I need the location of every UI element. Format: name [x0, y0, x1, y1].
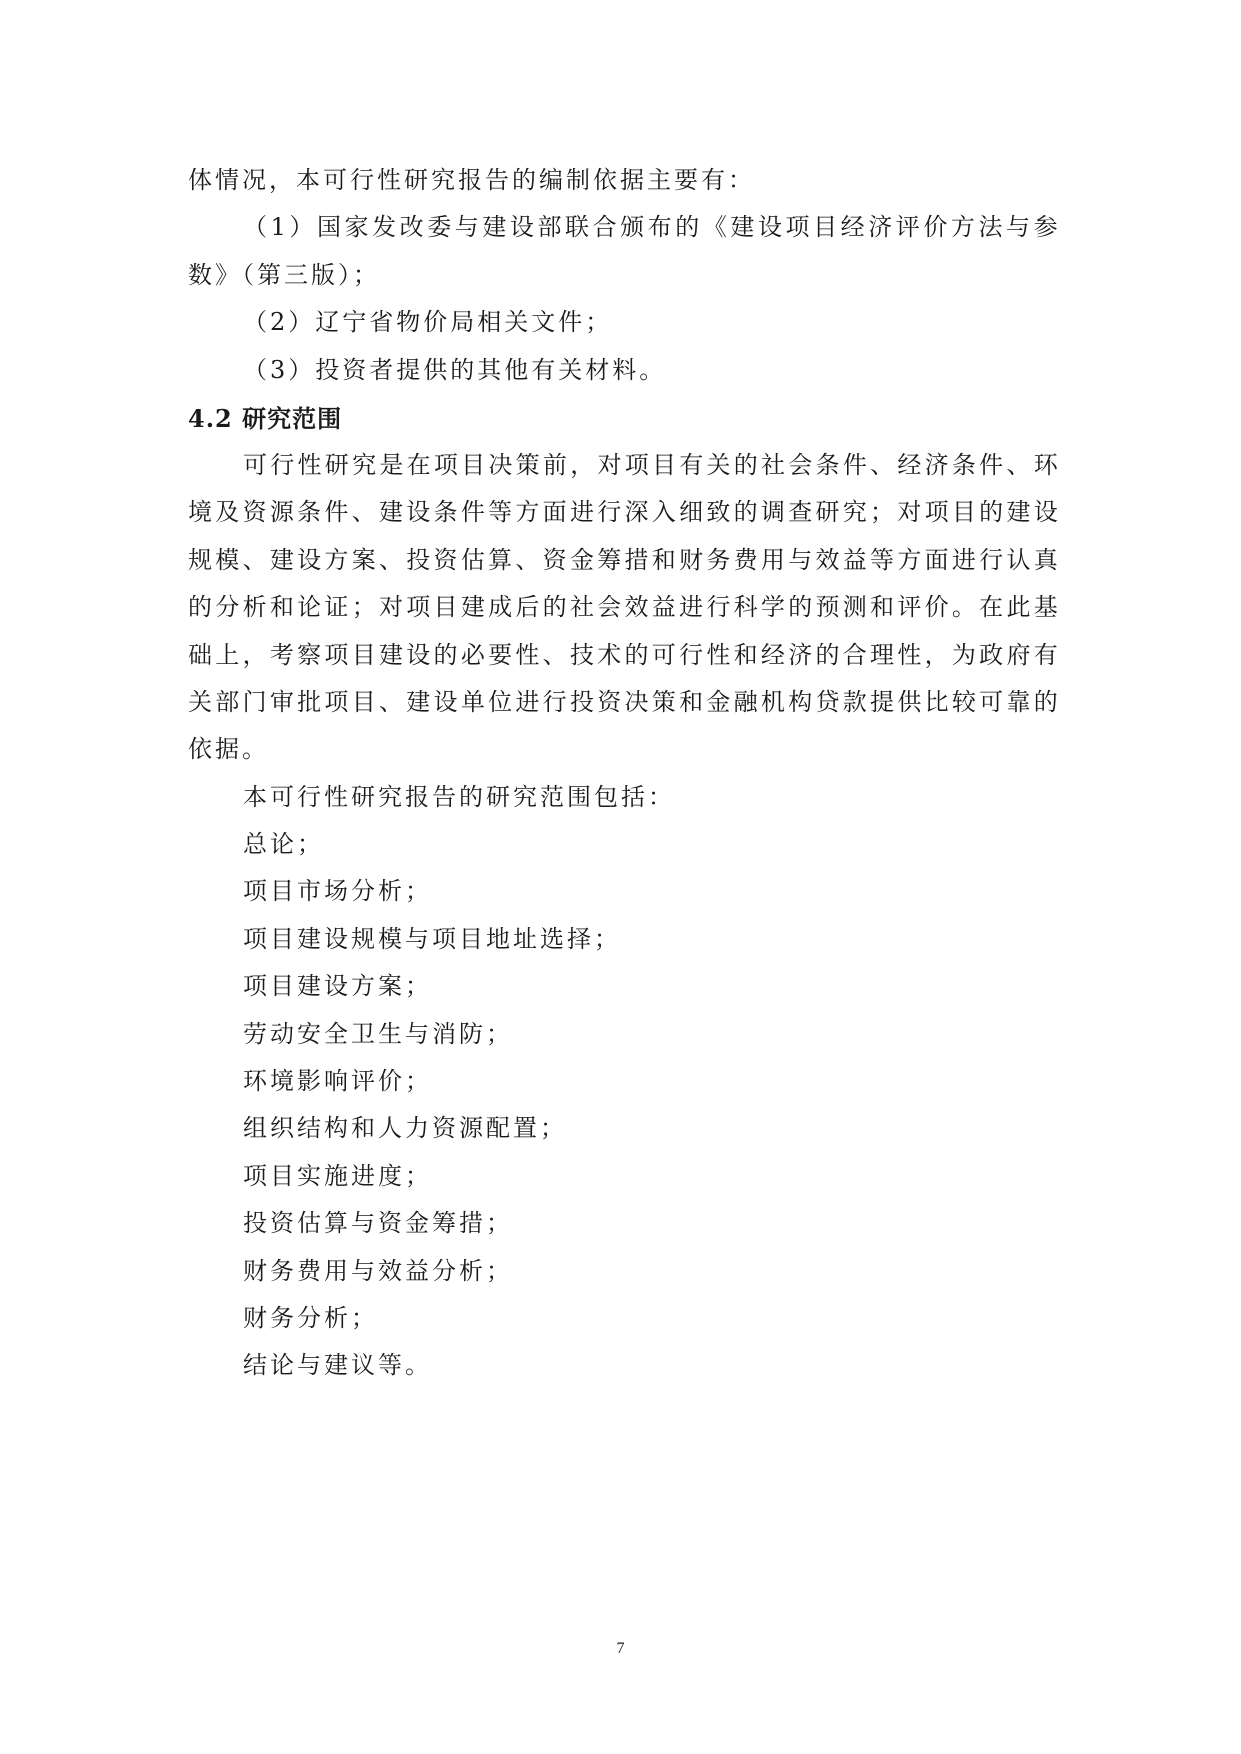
scope-list-item: 组织结构和人力资源配置； [243, 1114, 567, 1143]
scope-list-item: 财务分析； [243, 1303, 378, 1332]
paragraph-line: 境 及 资 源 条 件 、 建 设 条 件 等 方 面 进 行 深 入 细 致 的 调 查 研 究 ； 对 项 目 的 建 设 [188, 498, 1058, 527]
basis-item-3: （3）投资者提供的其他有关材料。 [243, 355, 667, 384]
scope-list-item: 项目实施进度； [243, 1161, 432, 1190]
paragraph-line: 础 上 ， 考 察 项 目 建 设 的 必 要 性 、 技 术 的 可 行 性 和 经 济 的 合 理 性 ， 为 政 府 有 [188, 640, 1058, 669]
basis-item-1-line-1: （ 1 ） 国 家 发 改 委 与 建 设 部 联 合 颁 布 的 《 建 设 项 目 经 济 评 价 方 法 与 参 [243, 213, 1058, 242]
intro-text: 体情况，本可行性研究报告的编制依据主要有： [188, 166, 755, 194]
scope-list-item: 投资估算与资金筹措； [243, 1209, 513, 1238]
scope-list-item: 劳动安全卫生与消防； [243, 1019, 513, 1048]
scope-list-item: 总论； [243, 830, 324, 859]
scope-list-item: 环境影响评价； [243, 1067, 432, 1096]
paragraph-line: 的 分 析 和 论 证 ； 对 项 目 建 成 后 的 社 会 效 益 进 行 科 学 的 预 测 和 评 价 。 在 此 基 [188, 593, 1058, 622]
section-heading: 4.2 研究范围 [188, 403, 343, 433]
scope-list [188, 821, 1058, 1390]
page-number: 7 [616, 1640, 625, 1657]
scope-intro: 本可行性研究报告的研究范围包括： [243, 782, 675, 811]
basis-item-1-line-2: 数》（第三版）； [188, 260, 380, 289]
scope-list-item: 项目建设规模与项目地址选择； [243, 924, 621, 953]
scope-list-item: 项目建设方案； [243, 972, 432, 1001]
paragraph-line: 依据。 [188, 735, 269, 764]
basis-item-2: （2）辽宁省物价局相关文件； [243, 308, 613, 337]
paragraph-line: 可 行 性 研 究 是 在 项 目 决 策 前 ， 对 项 目 有 关 的 社 会 条 件 、 经 济 条 件 、 环 [243, 450, 1058, 479]
scope-list-item: 项目市场分析； [243, 877, 432, 906]
document-body [188, 157, 1058, 1390]
paragraph-line: 规 模 、 建 设 方 案 、 投 资 估 算 、 资 金 筹 措 和 财 务 费 用 与 效 益 等 方 面 进 行 认 真 [188, 545, 1058, 574]
scope-list-item: 财务费用与效益分析； [243, 1256, 513, 1285]
scope-list-item: 结论与建议等。 [243, 1351, 432, 1380]
section-paragraph [188, 442, 1058, 774]
paragraph-line: 关 部 门 审 批 项 目 、 建 设 单 位 进 行 投 资 决 策 和 金 融 机 构 贷 款 提 供 比 较 可 靠 的 [188, 687, 1058, 716]
